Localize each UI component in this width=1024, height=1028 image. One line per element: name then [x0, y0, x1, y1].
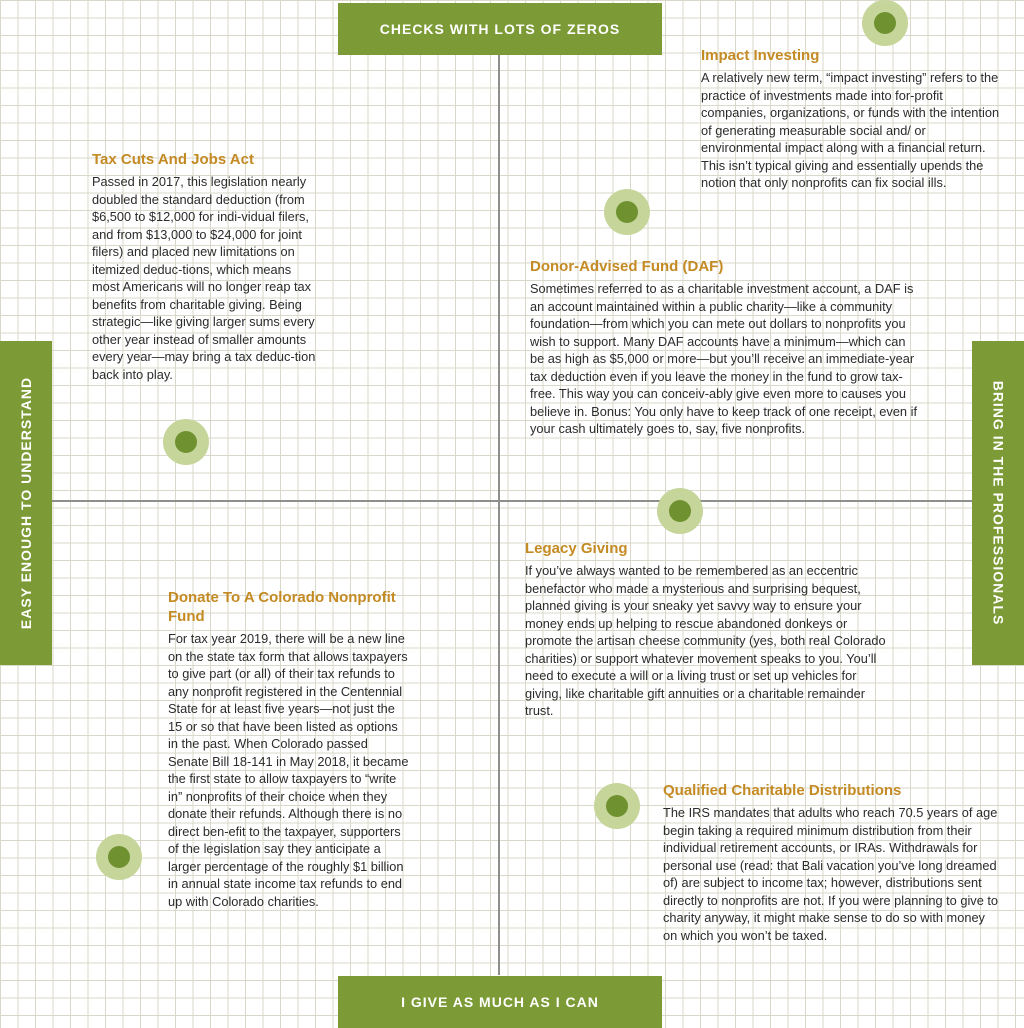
marker-impact-investing — [862, 0, 908, 46]
entry-body: Sometimes referred to as a charitable investment account, a DAF is an account maintained within a public charity—like a community foundation—from which you can mete out dollars to nonprofits you wish to support. Many DAF accounts have a minimum—which can be as high as $5,000 or more—but you’ll receive an immediate-year tax deduction even if you leave the money in the fund to grow tax-free. This way you can conceiv-ably give even more to causes you believe in. Bonus: You only have to keep track of one receipt, even if your cash ultimately goes to, say, five nonprofits. — [530, 281, 918, 436]
axis-label-right — [972, 341, 1024, 665]
axis-label-bottom — [338, 976, 662, 1028]
entry-qualified-distributions — [663, 781, 999, 944]
entry-body: Passed in 2017, this legislation nearly doubled the standard deduction (from $6,500 to $12,000 for indi-vidual filers, and from $13,000 to $24,000 for joint filers) and placed new limitations on itemized deduc-tions, which means most Americans will no longer reap tax benefits from charitable giving. Being strategic—like giving larger sums every other year instead of smaller amounts every year—may bring a tax deduc-tion back into play. — [92, 174, 316, 382]
entry-body: For tax year 2019, there will be a new line on the state tax form that allows taxpayers to give part (or all) of their tax refunds to any nonprofit registered in the Centennial State for at least five years—not just the 15 or so that have been listed as options in the past. When Colorado passed Senate Bill 18-141 in May 2018, it became the first state to allow taxpayers to “write in” nonprofits of their choice when they donate their refunds. Although there is no direct ben-efit to the taxpayer, supporters of the legislation say they anticipate a larger percentage of the roughly $1 billion in annual state income tax refunds to end up with Colorado charities. — [168, 631, 409, 909]
axis-label-left-text: EASY ENOUGH TO UNDERSTAND — [18, 376, 35, 630]
entry-donor-advised-fund — [530, 257, 922, 438]
marker-legacy-giving — [657, 488, 703, 534]
entry-body: A relatively new term, “impact investing” refers to the practice of investments made into for-profit companies, organizations, or funds with the intention of generating measurable social and/ or environmental impact along with a financial return. This isn’t typical giving and essentially upends the notion that only nonprofits can fix social ills. — [701, 70, 1000, 190]
entry-title: Tax Cuts And Jobs Act — [92, 151, 254, 168]
entry-legacy-giving — [525, 539, 891, 720]
entry-body: The IRS mandates that adults who reach 70.5 years of age begin taking a required minimum distribution from their individual retirement accounts, or IRAs. Withdrawals for personal use (read: that Bali vacation you’ve long dreamed of) are subject to income tax; however, distributions sent directly to nonprofits are not. If you were planning to give to charity anyway, it might make sense to do so with money on which you won’t be taxed. — [663, 805, 999, 943]
marker-colorado-fund — [96, 834, 142, 880]
horizontal-axis — [52, 500, 972, 502]
axis-label-right-text: BRING IN THE PROFESSIONALS — [990, 380, 1007, 626]
entry-title: Donate To A Colorado Nonprofit Fund — [168, 589, 396, 625]
axis-label-top-text: CHECKS WITH LOTS OF ZEROS — [379, 21, 621, 37]
axis-label-left — [0, 341, 52, 665]
axis-label-top — [338, 3, 662, 55]
entry-title: Donor-Advised Fund (DAF) — [530, 258, 724, 275]
entry-title: Qualified Charitable Distributions — [663, 782, 902, 799]
entry-body: If you’ve always wanted to be remembered as an eccentric benefactor who made a mysterious and surprising bequest, planned giving is your sneaky yet savvy way to ensure your money ends up helping to rescue abandoned donkeys or promote the artisan cheese community (yes, both real Colorado charities) or support whatever movement speaks to you. You’ll need to execute a will or a living trust or set up vehicles for giving, like charitable gift annuities or a charitable remainder trust. — [525, 563, 886, 718]
marker-qualified-distributions — [594, 783, 640, 829]
entry-tax-cuts — [92, 150, 320, 383]
entry-colorado-fund — [168, 588, 410, 910]
axis-label-bottom-text: I GIVE AS MUCH AS I CAN — [401, 994, 599, 1010]
entry-impact-investing — [701, 46, 1001, 192]
marker-donor-advised-fund — [604, 189, 650, 235]
marker-tax-cuts — [163, 419, 209, 465]
entry-title: Impact Investing — [701, 47, 820, 64]
entry-title: Legacy Giving — [525, 540, 628, 557]
vertical-axis — [498, 55, 500, 975]
